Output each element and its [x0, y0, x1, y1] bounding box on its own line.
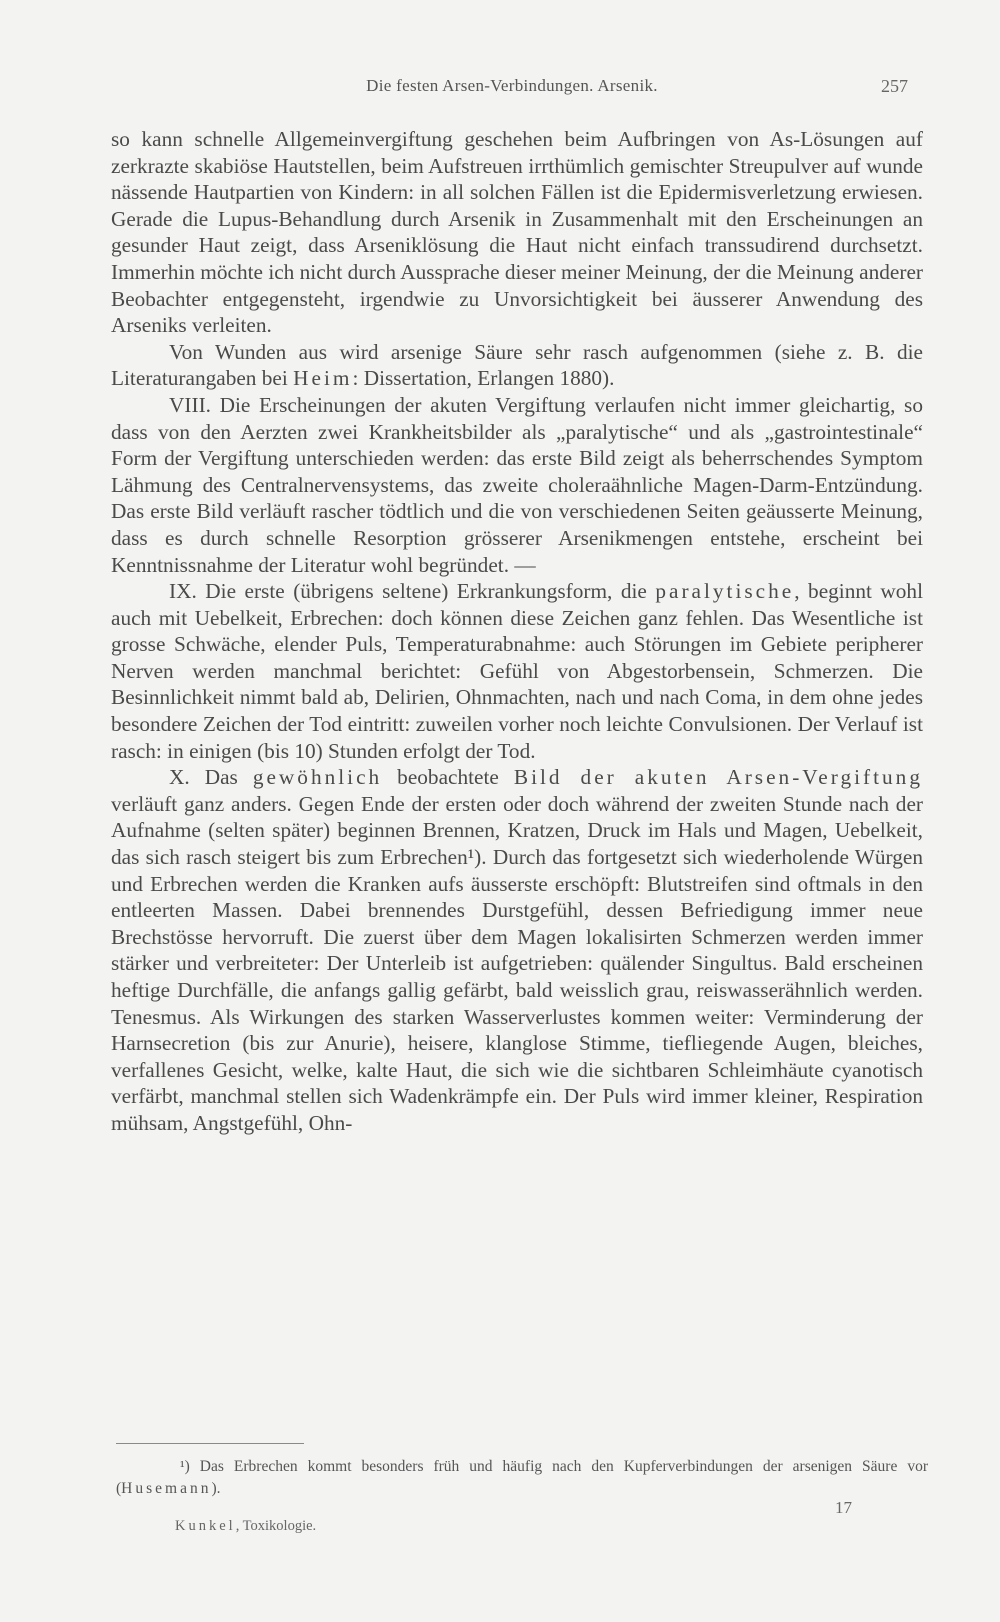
sheet-signature [175, 1518, 316, 1535]
spaced-emphasis: Husemann [121, 1480, 212, 1497]
text-run: so kann schnelle Allgemeinvergiftung geschehen beim Aufbringen von As-Lösungen auf zerkrazte skabiöse Hautstellen, beim Aufstreuen irrthümlich gemischter Streupulver auf wunde nässende Hautpartien von Kindern: in all solchen Fällen ist die Epidermisverletzung erwiesen. Gerade die Lupus-Behandlung durch Arsenik in Zusammenhalt mit den Erscheinungen an gesunder Haut zeigt, dass Arseniklösung die Haut nicht einfach transsudirend durchsetzt. Immerhin möchte ich nicht durch Aussprache dieser meiner Meinung, der die Meinung anderer Beobachter entgegensteht, irgendwie zu Unvorsichtigkeit bei äusserer Anwendung des Arseniks verleiten. [111, 127, 923, 338]
body-text [111, 126, 923, 1137]
text-run: Von Wunden aus wird arsenige Säure sehr rasch aufgenommen (siehe z. B. die Literaturangaben bei [111, 339, 923, 391]
paragraph [111, 339, 923, 392]
page-number: 257 [881, 76, 908, 96]
text-run: VIII. Die Erscheinungen der akuten Vergiftung verlaufen nicht immer gleichartig, so dass von den Aerzten zwei Krankheitsbilder als „paralytische“ und als „gastrointestinale“ Form der Vergiftung unterschieden werden: das erste Bild zeigt als beherrschendes Symptom Lähmung des Centralnervensystems, das zweite choleraähnliche Magen-Darm-Entzündung. Das erste Bild verläuft rascher tödtlich und die von verschiedenen Seiten geäusserte Meinung, dass es durch schnelle Resorption grösserer Arsenikmengen entstehe, erscheint bei Kenntnissnahme der Literatur wohl begründet. — [111, 392, 923, 577]
footnote-text [116, 1456, 928, 1500]
text-run: beobachtete [382, 765, 514, 790]
text-run: X. Das [169, 765, 253, 790]
paragraph [111, 578, 923, 764]
signature-title: , Toxikologie. [235, 1518, 317, 1534]
paragraph [111, 392, 923, 578]
spaced-emphasis: gewöhnlich [252, 765, 383, 790]
footnote [116, 1456, 928, 1500]
text-run: ¹) Das Erbrechen kommt besonders früh und häufig nach den Kupferverbindungen der arsenigen Säure vor ( [116, 1458, 928, 1497]
running-title: Die festen Arsen-Verbindungen. Arsenik. [366, 76, 658, 95]
text-run: verläuft ganz anders. Gegen Ende der ersten oder doch während der zweiten Stunde nach der Aufnahme (selten später) beginnen Brennen, Kratzen, Druck im Hals und Magen, Uebelkeit, das sich rasch steigert bis zum Erbrechen¹). Durch das fortgesetzt sich wiederholende Würgen und Erbrechen werden die Kranken aufs äusserste erschöpft: Blutstreifen sind oftmals in den entleerten Massen. Dabei brennendes Durstgefühl, dessen Befriedigung immer neue Brechstösse hervorruft. Die zuerst über dem Magen lokalisirten Schmerzen werden immer stärker und verbreiteter: Der Unterleib ist aufgetrieben: quälender Singultus. Bald erscheinen heftige Durchfälle, die anfangs gallig gefärbt, bald weisslich grau, reiswasserähnlich werden. Tenesmus. Als Wirkungen des starken Wasserverlustes kommen weiter: Verminderung der Harnsecretion (bis zur Anurie), heisere, klanglose Stimme, tiefliegende Augen, bleiches, verfallenes Gesicht, welke, kalte Haut, die sich wie die sichtbaren Schleimhäute cyanotisch verfärbt, manchmal stellen sich Wadenkrämpfe ein. Der Puls wird immer kleiner, Respiration mühsam, Angstgefühl, Ohn- [111, 791, 923, 1135]
text-run: IX. Die erste (übrigens seltene) Erkrankungsform, die [169, 579, 656, 604]
spaced-emphasis: paralytische [655, 579, 795, 604]
page-header [112, 76, 912, 106]
spaced-emphasis: Bild der akuten Arsen-Vergiftung [513, 765, 923, 790]
text-run: : Dissertation, Erlangen 1880). [352, 366, 615, 391]
text-run: , beginnt wohl auch mit Uebelkeit, Erbrechen: doch können diese Zeichen ganz fehlen. Das Wesentliche ist grosse Schwäche, elender Puls, Temperaturabnahme: auch Störungen im Gebiete peripherer Nerven werden manchmal berichtet: Gefühl von Abgestorbensein, Schmerzen. Die Besinnlichkeit nimmt bald ab, Delirien, Ohnmachten, nach und nach Coma, in dem ohne jedes besondere Zeichen der Tod eintritt: zuweilen vorher noch leichte Convulsionen. Der Verlauf ist rasch: in einigen (bis 10) Stunden erfolgt der Tod. [111, 579, 923, 763]
footnote-divider [116, 1443, 304, 1444]
paragraph [111, 126, 923, 339]
paragraph [111, 764, 923, 1136]
text-run: ). [211, 1480, 221, 1497]
spaced-emphasis: Heim [293, 366, 353, 391]
signature-author: Kunkel [175, 1518, 236, 1534]
sheet-number: 17 [835, 1498, 852, 1517]
